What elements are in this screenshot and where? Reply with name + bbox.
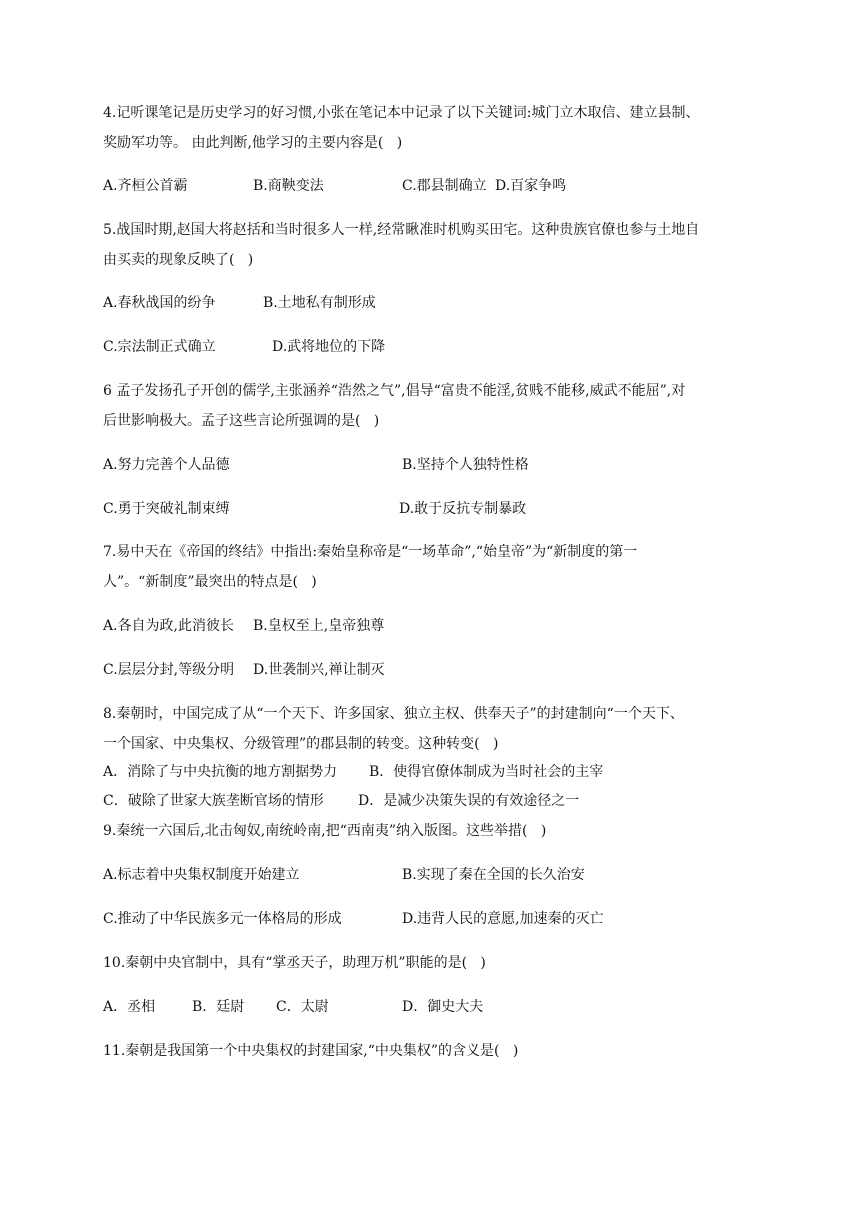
question-9-option-c: C.推动了中华民族多元一体格局的形成 — [103, 911, 342, 927]
question-4-stem-line-2: 奖励军功等。 由此判断,他学习的主要内容是( ) — [103, 135, 403, 151]
question-7-option-d: D.世袭制兴,禅让制灭 — [253, 662, 385, 678]
question-4-stem-line-1: 4.记听课笔记是历史学习的好习惯,小张在笔记本中记录了以下关键词:城门立木取信、建立县制、 — [103, 105, 700, 121]
question-6-stem-line-1: 6 孟子发扬孔子开创的儒学,主张涵养“浩然之气”,倡导“富贵不能淫,贫贱不能移,威武不能屈”,对 — [103, 383, 686, 399]
question-7-option-c: C.层层分封,等级分明 — [103, 662, 235, 678]
question-5-option-d: D.武将地位的下降 — [272, 339, 386, 355]
question-9-option-d: D.违背人民的意愿,加速秦的灭亡 — [402, 911, 604, 927]
question-6-option-d: D.敢于反抗专制暴政 — [399, 501, 527, 517]
question-10-option-d: D．御史大夫 — [402, 999, 484, 1015]
question-5-stem-line-1: 5.战国时期,赵国大将赵括和当时很多人一样,经常瞅准时机购买田宅。这种贵族官僚也参与土地自 — [103, 222, 700, 238]
question-6-stem-line-2: 后世影响极大。孟子这些言论所强调的是( ) — [103, 413, 380, 429]
question-10-option-c: C．太尉 — [276, 999, 329, 1015]
question-9-stem-line-1: 9.秦统一六国后,北击匈奴,南统岭南,把“西南夷”纳入版图。这些举措( ) — [103, 823, 547, 839]
question-4-option-a: A.齐桓公首霸 — [103, 178, 188, 194]
question-10-stem-line-1: 10.秦朝中央官制中，具有“掌丞天子，助理万机”职能的是( ) — [103, 955, 486, 971]
question-7-option-b: B.皇权至上,皇帝独尊 — [253, 618, 385, 634]
question-4-option-c: C.郡县制确立 — [402, 178, 487, 194]
question-8-stem-line-2: 一个国家、中央集权、分级管理”的郡县制的转变。这种转变( ) — [103, 736, 499, 752]
question-9-option-b: B.实现了秦在全国的长久治安 — [402, 867, 585, 883]
question-4-option-b: B.商鞅变法 — [253, 178, 324, 194]
question-6-option-b: B.坚持个人独特性格 — [402, 457, 529, 473]
question-5-option-b: B.土地私有制形成 — [263, 295, 376, 311]
question-7-stem-line-1: 7.易中天在《帝国的终结》中指出:秦始皇称帝是“一场革命”,“始皇帝”为“新制度的第一 — [103, 544, 638, 560]
question-7-option-a: A.各自为政,此消彼长 — [103, 618, 235, 634]
question-8-option-b: B．使得官僚体制成为当时社会的主宰 — [369, 764, 604, 780]
question-4-option-d: D.百家争鸣 — [495, 178, 567, 194]
question-11-stem-line-1: 11.秦朝是我国第一个中央集权的封建国家,“中央集权”的含义是( ) — [103, 1043, 519, 1059]
question-10-option-a: A．丞相 — [103, 999, 156, 1015]
question-8-option-a: A．消除了与中央抗衡的地方割据势力 — [103, 764, 338, 780]
question-7-stem-line-2: 人”。“新制度”最突出的特点是( ) — [103, 574, 317, 590]
question-6-option-c: C.勇于突破礼制束缚 — [103, 501, 230, 517]
question-6-option-a: A.努力完善个人品德 — [103, 457, 230, 473]
question-10-option-b: B．廷尉 — [192, 999, 245, 1015]
question-5-stem-line-2: 由买卖的现象反映了( ) — [103, 252, 254, 268]
question-8-option-d: D．是减少决策失误的有效途径之一 — [358, 793, 580, 809]
question-8-stem-line-1: 8.秦朝时，中国完成了从“一个天下、许多国家、独立主权、供奉天子”的封建制向“一个天下、 — [103, 706, 684, 722]
question-8-option-c: C．破除了世家大族垄断官场的情形 — [103, 793, 324, 809]
question-5-option-c: C.宗法制正式确立 — [103, 339, 216, 355]
question-9-option-a: A.标志着中央集权制度开始建立 — [103, 867, 300, 883]
question-5-option-a: A.春秋战国的纷争 — [103, 295, 216, 311]
